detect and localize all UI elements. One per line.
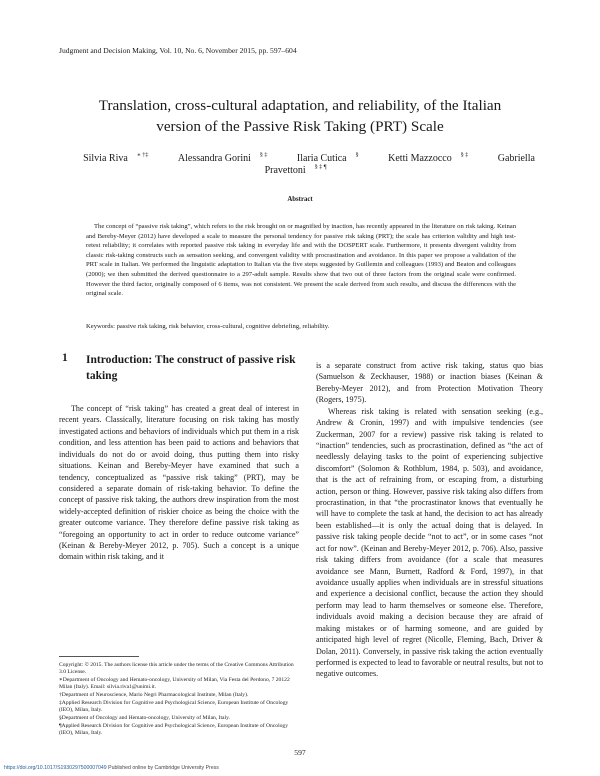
footnote-copyright: Copyright: © 2015. The authors license this article under the terms of the Creative Commons Attribution 3.0 License. (59, 662, 294, 676)
paragraph: Whereas risk taking is related with sensation seeking (e.g., Andrew & Cronin, 1997) and with impulsive tendencies (see Zuckerman, 2007 for a review) passive risk taking is related to “inaction” tendencies, such as procrastination, defined as “the act of needlessly delaying tasks to the point of experiencing subjective discomfort” (Solomon & Rothblum, 1984, p. 503), and avoidance, that is the act of refraining from, or escaping from, a disturbing action, person or thing. However, passive risk taking also differs from procrastination, in that “the procrastinator knows that eventually he will have to complete the task at hand, the decision to act has already been established—it is only the actual doing that is delayed. In passive risk taking people decide “not to act”, or in some cases “not act for now”. (Keinan and Bereby-Meyer 2012, p. 706). Also, passive risk taking differs from avoidance (for a scale that measures avoidance see Mann, Burnett, Radford & Ford, 1997), in that avoidance usually applies when individuals are in stressful situations and experience a decisional conflict, because the action they should perform may lead to harm themselves or someone else. Therefore, individuals avoid making a decision because they are afraid of making mistakes or of harming someone, and are guided by anticipated high level of regret (Nicolle, Fleming, Bach, Driver & Dolan, 2011). Conversely, in passive risk taking the action eventually performed is expected to lead to favorable or neutral results, but not to negative outcomes. (316, 406, 543, 679)
author-marks: § ‡ ¶ (314, 164, 327, 171)
body-column-left: The concept of “risk taking” has created a great deal of interest in recent years. Classically, literature focusing on risk taking has mostly investigated actions and behaviors of individuals which put them in a risk condition, and less attention has been paid to actions and behaviors that individuals do not do or avoid doing, thus putting them into risky situations. Keinan and Bereby-Meyer have examined that such a tendency, conceptualized as “passive risk taking” (PRT), may be considered a separate domain of risk-taking behavior. To define the concept of passive risk taking, the authors drew inspiration from the most widely-accepted definition of riskier choice as being the choice with the greater outcome variance. They therefore define passive risk taking as “foregoing an opportunity to act in order to reduce outcome variance” (Keinan & Bereby-Meyer 2012, p. 705). Such a concept is a unique domain within risk taking, and it (59, 404, 299, 562)
body-column-right (316, 360, 543, 680)
abstract-heading: Abstract (287, 196, 313, 203)
footnote-divider (59, 656, 139, 657)
doi-footer (4, 765, 219, 771)
publisher-note: Published online by Cambridge University Press (106, 765, 219, 771)
footnote: ¶Applied Research Division for Cognitive and Psychological Science, European Institute of Oncology (IEO), Milan, Italy. (59, 722, 289, 736)
footnotes (59, 662, 299, 738)
author (169, 153, 268, 164)
author-marks: § (355, 153, 359, 159)
page-number: 597 (294, 748, 306, 757)
author-list (40, 152, 560, 176)
author-marks: § ‡ (259, 153, 268, 159)
doi-link[interactable]: https://doi.org/10.1017/S1930297500007049 (4, 765, 107, 771)
footnote: ∗Department of Oncology and Hemato-oncology, University of Milan, Via Festa del Perdono, 7 20122 Milan (Italy). Email: silvia.riva1@unimi.it. (59, 677, 290, 691)
title-line-2: version of the Passive Risk Taking (PRT) Scale (156, 118, 444, 135)
author-name: Gabriella Pravettoni (264, 153, 535, 176)
journal-header: Judgment and Decision Making, Vol. 10, No. 6, November 2015, pp. 597–604 (59, 46, 297, 55)
author-name: Ilaria Cutica (296, 153, 347, 165)
author-name: Alessandra Gorini (177, 153, 251, 165)
author (74, 153, 148, 164)
abstract-text: The concept of “passive risk taking”, which refers to the risk brought on or magnified by inaction, has recently appeared in the literature on risk taking. Keinan and Bereby-Meyer (2012) have developed a scale to measure the personal tendency for passive risk taking (PRT); the scale has criterion validity and high test-retest reliability; it correlates with reported passive risk taking in everyday life and with the DOSPERT scale. Furthermore, it presents divergent validity from classic risk-taking constructs such as sensation seeking, and convergent validity with procrastination and avoidance. In this paper we propose a validation of the PRT scale in Italian. We performed the linguistic adaptation to Italian via the five steps suggested by Guillemin and colleagues (1993) and Beaton and colleagues (2000); we then submitted the derived questionnaire to a 297-adult sample. Results show that two out of three factors from the original scale were confirmed. However the third factor, originally composed of 6 items, was not consistent. We present the scale derived from such results, and discuss the differences with the original scale. (86, 223, 516, 298)
author-marks: ∗ †‡ (136, 153, 149, 159)
footnote: †Department of Neuroscience, Mario Negri Pharmacological Institute, Milan (Italy). (59, 692, 249, 698)
section-number: 1 (62, 352, 68, 364)
paper-title (40, 95, 560, 137)
author-name: Ketti Mazzocco (388, 153, 452, 165)
title-line-1: Translation, cross-cultural adaptation, and reliability, of the Italian (98, 97, 502, 114)
footnote: §Department of Oncology and Hemato-oncology, University of Milan, Italy. (59, 714, 230, 721)
keywords: Keywords: passive risk taking, risk behavior, cross-cultural, cognitive debriefing, reliability. (86, 323, 330, 330)
author-marks: § ‡ (460, 153, 469, 159)
paragraph: is a separate construct from active risk taking, status quo bias (Samuelson & Zeckhauser, 1988) or inaction biases (Keinan & Bereby-Meyer 2012), and from Protection Motivation Theory (Rogers, 1975). (316, 361, 543, 405)
section-title: Introduction: The construct of passive risk taking (86, 354, 296, 382)
author-name: Silvia Riva (83, 153, 128, 165)
author (379, 153, 468, 164)
footnote: ‡Applied Research Division for Cognitive and Psychological Science, European Institute of Oncology (IEO), Milan, Italy. (59, 699, 289, 713)
author (288, 153, 359, 164)
